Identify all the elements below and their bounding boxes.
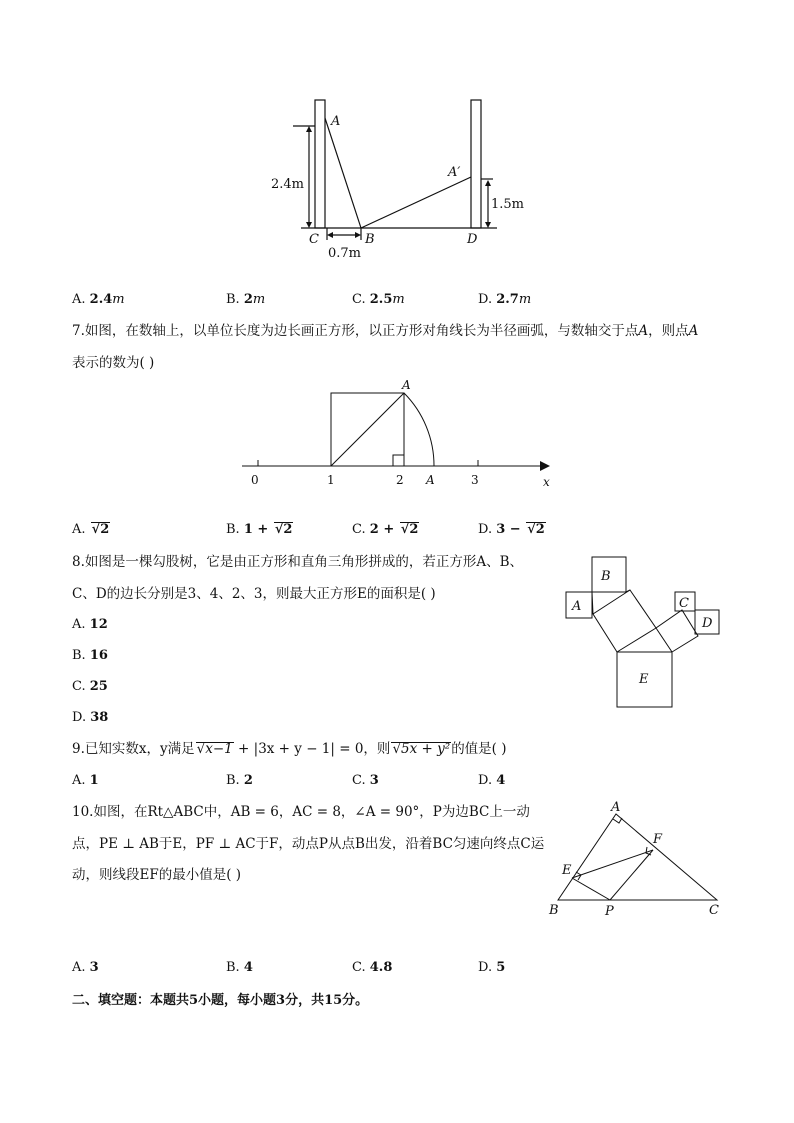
number-line-figure bbox=[238, 374, 558, 494]
q9-option-c[interactable]: C. 3 bbox=[352, 773, 379, 788]
q7-option-a[interactable]: A. √ 2 bbox=[72, 522, 110, 538]
label-A-prime: A′ bbox=[448, 165, 461, 180]
label-C: C bbox=[309, 232, 319, 247]
q7-option-c[interactable]: C. 2 + √ 2 bbox=[352, 522, 419, 538]
q8-option-a[interactable]: A. 12 bbox=[72, 617, 108, 632]
section-heading-fill-in: 二、填空题：本题共5小题，每小题3分，共15分。 bbox=[72, 993, 369, 1008]
point-label-E: E bbox=[562, 863, 572, 878]
point-label-F: F bbox=[653, 832, 663, 847]
q10-stem-line2: 点，PE ⊥ AB于E，PF ⊥ AC于F，动点P从点B出发，沿着BC匀速向终点C运 bbox=[72, 836, 545, 852]
tick-label-1: 1 bbox=[327, 473, 335, 487]
q10-stem-line3: 动，则线段EF的最小值是( ) bbox=[72, 867, 242, 883]
label-D: D bbox=[467, 232, 478, 247]
vertex-label-B: B bbox=[549, 903, 559, 918]
q8-stem-line2: C、D的边长分别是3、4、2、3，则最大正方形E的面积是( ) bbox=[72, 586, 436, 602]
q6-option-b[interactable]: B. 2m bbox=[226, 292, 266, 307]
q7-option-b[interactable]: B. 1 + √ 2 bbox=[226, 522, 293, 538]
label-A-top: A bbox=[402, 378, 411, 392]
q10-stem-line1: 10.如图，在Rt△ABC中，AB = 6，AC = 8，∠A = 90°，P为边BC上一动 bbox=[72, 804, 530, 820]
q10-option-b[interactable]: B. 4 bbox=[226, 960, 253, 975]
ladder-figure bbox=[265, 92, 535, 262]
axis-label-x: x bbox=[543, 475, 550, 489]
label-A: A bbox=[331, 114, 341, 129]
q8-option-b[interactable]: B. 16 bbox=[72, 648, 108, 663]
point-label-P: P bbox=[605, 904, 614, 919]
q6-option-c[interactable]: C. 2.5m bbox=[352, 292, 405, 307]
label-height-24: 2.4m bbox=[271, 177, 305, 192]
q6-option-d[interactable]: D. 2.7m bbox=[478, 292, 532, 307]
square-label-D: D bbox=[702, 616, 713, 631]
vertex-label-A: A bbox=[611, 800, 621, 815]
tick-label-3: 3 bbox=[471, 473, 479, 487]
q7-stem-line2: 表示的数为( ) bbox=[72, 355, 155, 371]
q9-option-a[interactable]: A. 1 bbox=[72, 773, 99, 788]
q7-option-d[interactable]: D. 3 − √ 2 bbox=[478, 522, 546, 538]
pythagoras-tree-figure bbox=[560, 552, 726, 712]
label-A-axis: A bbox=[426, 473, 435, 487]
square-label-E: E bbox=[639, 672, 649, 687]
label-height-15: 1.5m bbox=[491, 197, 525, 212]
q9-option-b[interactable]: B. 2 bbox=[226, 773, 253, 788]
tick-label-2: 2 bbox=[396, 473, 404, 487]
q10-option-a[interactable]: A. 3 bbox=[72, 960, 99, 975]
square-label-C: C bbox=[679, 596, 689, 611]
right-triangle-figure bbox=[545, 798, 725, 920]
q10-option-d[interactable]: D. 5 bbox=[478, 960, 506, 975]
q7-stem-line1: 7.如图，在数轴上，以单位长度为边长画正方形，以正方形对角线长为半径画弧，与数轴交于点A，则点A bbox=[72, 323, 699, 339]
square-label-B: B bbox=[601, 569, 611, 584]
q8-option-c[interactable]: C. 25 bbox=[72, 679, 108, 694]
label-width-07: 0.7m bbox=[328, 246, 362, 261]
q10-option-c[interactable]: C. 4.8 bbox=[352, 960, 393, 975]
square-label-A: A bbox=[572, 599, 582, 614]
q8-option-d[interactable]: D. 38 bbox=[72, 710, 109, 725]
q8-stem-line1: 8.如图是一棵勾股树，它是由正方形和直角三角形拼成的，若正方形A、B、 bbox=[72, 554, 524, 570]
vertex-label-C: C bbox=[709, 903, 719, 918]
label-B: B bbox=[365, 232, 375, 247]
q9-stem: 9.已知实数x，y满足√ x−1 + |3x + y − 1| = 0，则√ 5x + y²的值是( ) bbox=[72, 741, 507, 757]
q6-option-a[interactable]: A. 2.4m bbox=[72, 292, 125, 307]
q9-option-d[interactable]: D. 4 bbox=[478, 773, 506, 788]
tick-label-0: 0 bbox=[251, 473, 259, 487]
